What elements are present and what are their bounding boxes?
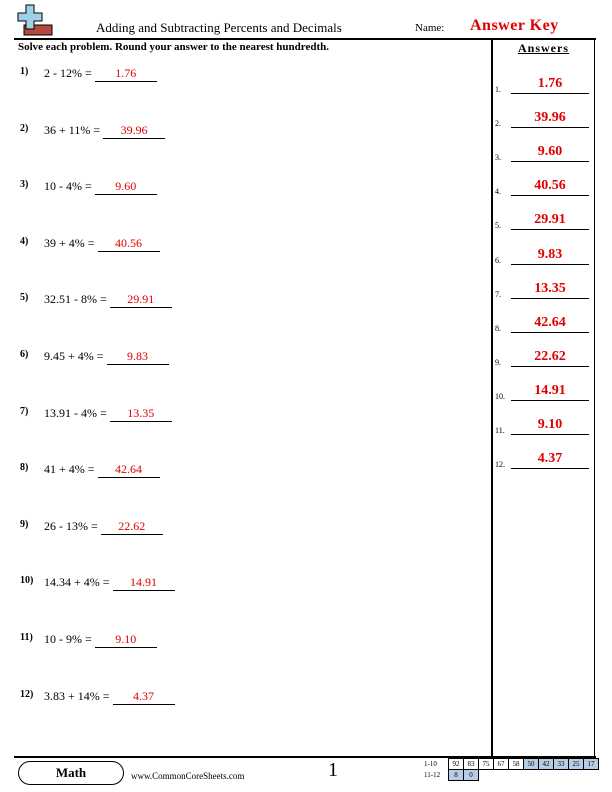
answer-number: 7. bbox=[495, 289, 501, 299]
problem-item bbox=[20, 689, 175, 711]
problem-item bbox=[20, 519, 163, 541]
answers-heading: Answers bbox=[518, 41, 569, 55]
answer-blank: 14.91 bbox=[113, 575, 175, 591]
problem-number: 1) bbox=[20, 66, 29, 77]
score-cell: 50 bbox=[524, 759, 539, 770]
answer-row bbox=[495, 381, 593, 401]
problem-number: 7) bbox=[20, 405, 29, 417]
problem-expression: 32.51 - 8% = bbox=[44, 292, 107, 307]
answer-number: 12. bbox=[495, 460, 505, 470]
problem-expression: 2 - 12% = bbox=[44, 66, 92, 80]
problem-item bbox=[20, 632, 157, 654]
score-range-label: 11-12 bbox=[424, 771, 441, 779]
score-cell: 0 bbox=[464, 770, 479, 781]
website-link: www.CommonCoreSheets.com bbox=[131, 771, 245, 781]
answer-row bbox=[495, 210, 593, 230]
answer-value: 13.35 bbox=[511, 280, 589, 299]
problem-item bbox=[20, 123, 165, 145]
answer-blank: 4.37 bbox=[113, 689, 175, 705]
score-cell: 42 bbox=[539, 759, 554, 770]
answer-row bbox=[495, 313, 593, 333]
problem-expression: 10 - 9% = bbox=[44, 632, 92, 646]
answer-value: 9.83 bbox=[511, 246, 589, 265]
problem-item bbox=[20, 236, 160, 258]
answer-number: 10. bbox=[495, 391, 505, 401]
answer-blank: 9.60 bbox=[95, 179, 157, 195]
score-row bbox=[424, 770, 599, 781]
problem-item bbox=[20, 179, 157, 201]
answer-blank: 1.76 bbox=[95, 66, 157, 82]
answer-number: 1. bbox=[495, 85, 501, 94]
answer-blank: 13.35 bbox=[110, 406, 172, 422]
problem-number: 9) bbox=[20, 518, 29, 530]
answer-number: 6. bbox=[495, 255, 501, 265]
answer-number: 3. bbox=[495, 153, 501, 163]
answer-blank: 40.56 bbox=[98, 236, 160, 252]
answer-value: 42.64 bbox=[511, 314, 589, 333]
problem-expression: 26 - 13% = bbox=[44, 518, 98, 533]
problem-expression: 39 + 4% = bbox=[44, 235, 95, 250]
problem-expression: 10 - 4% = bbox=[44, 179, 92, 194]
problem-number: 8) bbox=[20, 462, 29, 474]
name-label: Name: bbox=[415, 22, 445, 34]
answer-value: 22.62 bbox=[511, 348, 589, 367]
answer-blank: 29.91 bbox=[110, 292, 172, 308]
score-cell: 25 bbox=[569, 759, 584, 770]
right-border bbox=[594, 38, 595, 756]
answer-blank: 22.62 bbox=[101, 519, 163, 535]
answer-blank: 42.64 bbox=[98, 462, 160, 478]
problem-number: 4) bbox=[20, 235, 29, 247]
score-cell: 33 bbox=[554, 759, 569, 770]
score-cell: 67 bbox=[494, 759, 509, 770]
answer-row bbox=[495, 347, 593, 367]
answer-blank: 9.83 bbox=[107, 349, 169, 365]
problem-number: 12) bbox=[20, 688, 34, 700]
problem-expression: 3.83 + 14% = bbox=[44, 688, 110, 703]
problem-expression: 14.34 + 4% = bbox=[44, 575, 110, 590]
score-cell: 92 bbox=[449, 759, 464, 770]
problem-expression: 36 + 11% = bbox=[44, 122, 101, 137]
problem-item bbox=[20, 462, 160, 484]
answer-blank: 9.10 bbox=[95, 632, 157, 648]
problem-number: 11) bbox=[20, 632, 33, 643]
problem-expression: 9.45 + 4% = bbox=[44, 349, 104, 363]
answer-key-label: Answer Key bbox=[470, 17, 559, 34]
page-number: 1 bbox=[328, 759, 338, 781]
answer-row bbox=[495, 245, 593, 265]
math-logo-icon bbox=[14, 3, 54, 37]
problem-item bbox=[20, 406, 172, 428]
answer-row bbox=[495, 279, 593, 299]
answer-row bbox=[495, 74, 593, 94]
column-divider bbox=[491, 38, 493, 756]
score-row bbox=[424, 759, 599, 770]
problem-expression: 41 + 4% = bbox=[44, 462, 95, 477]
score-cell: 75 bbox=[479, 759, 494, 770]
score-range-label: 1-10 bbox=[424, 760, 437, 768]
score-table bbox=[424, 758, 599, 781]
answer-value: 1.76 bbox=[511, 75, 589, 94]
subject-badge: Math bbox=[18, 761, 124, 785]
problem-number: 5) bbox=[20, 292, 29, 304]
answer-value: 39.96 bbox=[511, 109, 589, 128]
header-divider bbox=[14, 38, 596, 40]
answer-number: 4. bbox=[495, 187, 501, 197]
answer-row bbox=[495, 415, 593, 435]
problem-number: 3) bbox=[20, 179, 29, 191]
instructions: Solve each problem. Round your answer to the nearest hundredth. bbox=[18, 41, 329, 53]
answer-number: 8. bbox=[495, 323, 501, 333]
answer-blank: 39.96 bbox=[103, 123, 165, 139]
worksheet-title: Adding and Subtracting Percents and Decimals bbox=[96, 20, 342, 35]
answer-value: 4.37 bbox=[511, 450, 589, 469]
score-cell: 8 bbox=[449, 770, 464, 781]
answer-row bbox=[495, 108, 593, 128]
score-cell: 83 bbox=[464, 759, 479, 770]
answer-number: 2. bbox=[495, 119, 501, 129]
problem-item bbox=[20, 66, 157, 88]
answer-value: 29.91 bbox=[511, 211, 589, 230]
problem-number: 2) bbox=[20, 122, 29, 134]
answer-number: 11. bbox=[495, 426, 505, 435]
answer-value: 40.56 bbox=[511, 177, 589, 196]
answer-row bbox=[495, 449, 593, 469]
answer-value: 14.91 bbox=[511, 382, 589, 401]
problem-item bbox=[20, 575, 175, 597]
score-cell: 17 bbox=[584, 759, 599, 770]
problem-item bbox=[20, 292, 172, 314]
answer-value: 9.10 bbox=[511, 416, 589, 435]
problem-number: 10) bbox=[20, 575, 34, 587]
answer-value: 9.60 bbox=[511, 143, 589, 162]
answer-row bbox=[495, 142, 593, 162]
problem-number: 6) bbox=[20, 349, 29, 360]
problem-item bbox=[20, 349, 169, 371]
answer-number: 9. bbox=[495, 357, 501, 367]
answer-row bbox=[495, 176, 593, 196]
answer-number: 5. bbox=[495, 221, 501, 231]
problem-expression: 13.91 - 4% = bbox=[44, 405, 107, 420]
score-cell: 58 bbox=[509, 759, 524, 770]
